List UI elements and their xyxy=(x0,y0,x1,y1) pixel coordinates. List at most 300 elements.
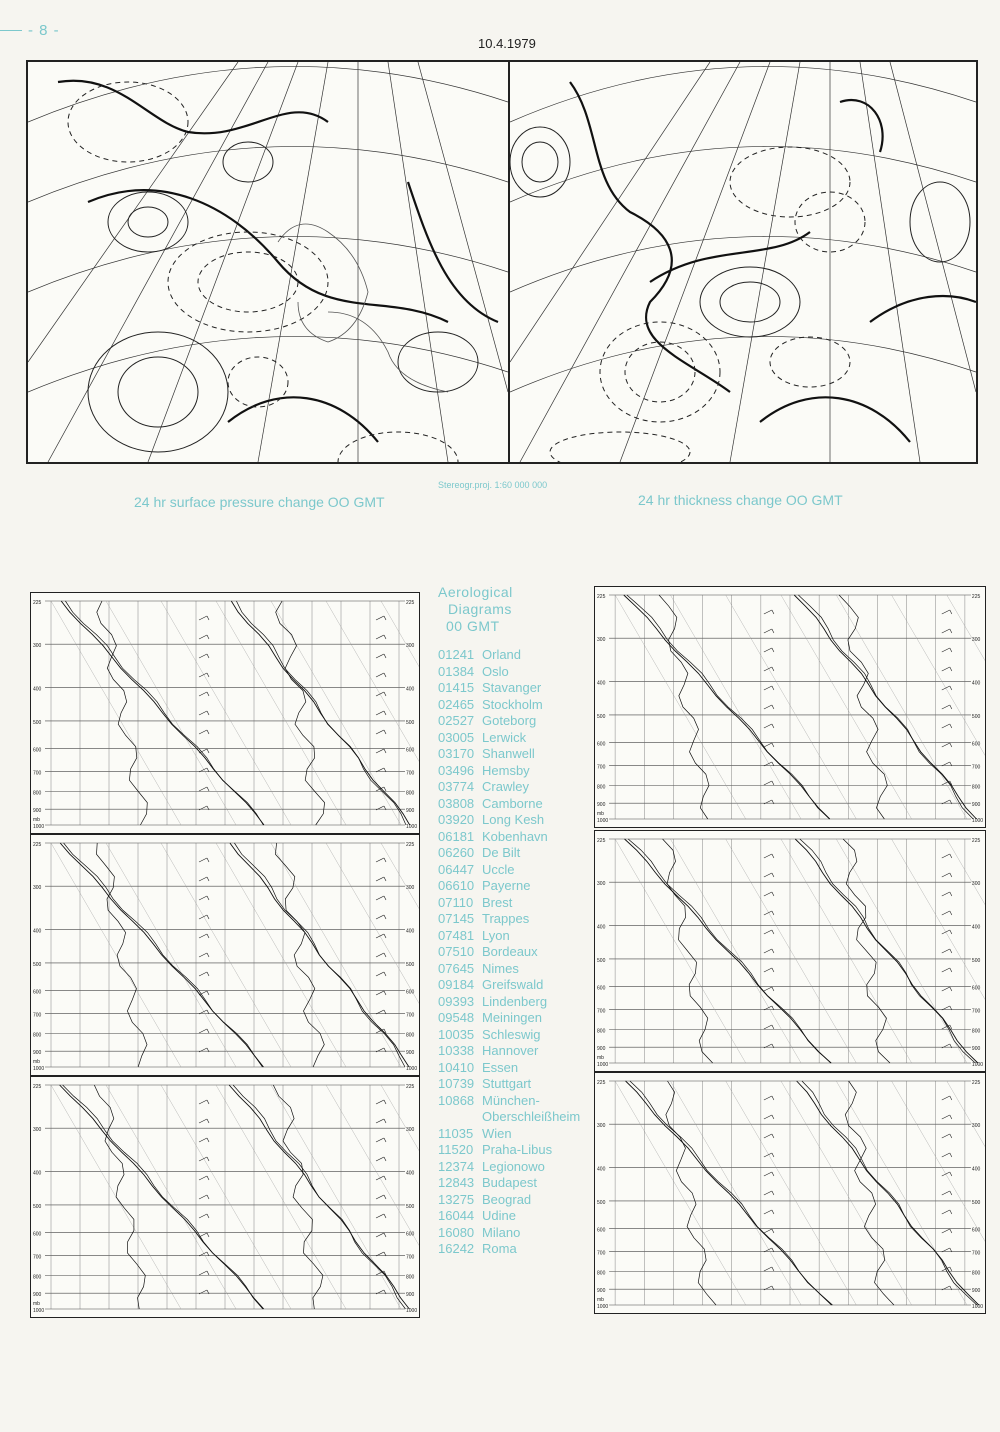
pressure-label: 300 xyxy=(971,881,981,888)
station-code: 10739 xyxy=(438,1076,475,1091)
station-name: Trappes xyxy=(482,911,530,926)
station-code: 11035 xyxy=(438,1125,474,1141)
wind-barb xyxy=(199,654,207,658)
wind-barb xyxy=(772,854,774,858)
pressure-label: 900 xyxy=(406,1050,415,1057)
aerological-diagram-left-2 xyxy=(30,834,420,1076)
wind-barb xyxy=(199,1176,207,1180)
wind-barb xyxy=(207,1214,209,1218)
wind-barb xyxy=(942,667,950,671)
wind-barb xyxy=(376,692,384,696)
station-name: Nimes xyxy=(482,960,519,976)
wind-barb xyxy=(942,724,950,728)
pressure-label: 900 xyxy=(33,1050,42,1057)
pressure-label: 600 xyxy=(33,1231,42,1238)
station-name: Beograd xyxy=(482,1191,532,1207)
station-entry xyxy=(438,680,588,697)
wind-barb xyxy=(207,953,209,957)
wind-barb xyxy=(764,1172,772,1176)
station-entry xyxy=(438,1060,588,1077)
station-code: 07645 xyxy=(438,960,475,976)
mb-label: mb xyxy=(597,1055,604,1061)
wind-barb xyxy=(942,930,950,934)
wind-barb xyxy=(199,953,207,957)
pressure-label: 225 xyxy=(33,600,42,606)
station-code: 09393 xyxy=(438,993,475,1009)
station-name: Legionowo xyxy=(482,1158,545,1174)
wind-barb xyxy=(384,1119,386,1123)
wind-barb xyxy=(764,873,772,877)
wind-barb xyxy=(772,1191,774,1195)
station-name: Camborne xyxy=(482,795,543,811)
wind-barb xyxy=(764,1191,772,1195)
wind-barb xyxy=(384,635,386,639)
wind-barb xyxy=(207,730,209,734)
wind-barb xyxy=(376,1157,384,1161)
wind-barb xyxy=(764,1229,772,1233)
station-entry xyxy=(438,779,588,796)
pressure-label: 800 xyxy=(33,1274,42,1281)
station-entry xyxy=(438,977,588,994)
pressure-label: 700 xyxy=(971,1250,981,1257)
wind-barb xyxy=(950,1172,952,1176)
pressure-label: 900 xyxy=(406,808,415,815)
wind-barb xyxy=(207,1100,209,1104)
wind-barb xyxy=(772,1172,774,1176)
station-entry xyxy=(438,911,588,928)
station-name: Bordeaux xyxy=(482,944,538,959)
wind-barb xyxy=(376,896,384,900)
aerological-diagram-left-1 xyxy=(30,592,420,834)
wind-barb xyxy=(384,1157,386,1161)
pressure-label: 500 xyxy=(971,957,981,964)
wind-barb xyxy=(772,1096,774,1100)
station-entry xyxy=(438,829,588,846)
wind-barb xyxy=(376,730,384,734)
wind-barb xyxy=(384,1176,386,1180)
wind-barb xyxy=(772,968,774,972)
wind-barb xyxy=(764,743,772,747)
pressure-label: 400 xyxy=(971,680,981,687)
wind-barb xyxy=(384,749,386,753)
station-code: 10338 xyxy=(438,1043,475,1058)
wind-barb xyxy=(950,667,952,671)
pressure-label: 700 xyxy=(597,1250,606,1257)
wind-barb xyxy=(384,896,386,900)
wind-barb xyxy=(772,1229,774,1233)
station-entry xyxy=(438,796,588,813)
wind-barb xyxy=(950,743,952,747)
pressure-label: 800 xyxy=(33,790,42,797)
wind-barb xyxy=(384,934,386,938)
wind-barb xyxy=(207,692,209,696)
station-code: 02527 xyxy=(438,713,475,728)
wind-barb xyxy=(207,1195,209,1199)
pressure-label: 500 xyxy=(597,957,606,964)
station-code: 07481 xyxy=(438,927,475,943)
pressure-label: 800 xyxy=(33,1032,42,1039)
station-entry xyxy=(438,1027,588,1044)
wind-barb xyxy=(207,1119,209,1123)
mb-label: mb xyxy=(33,1301,40,1307)
pressure-label: 225 xyxy=(33,842,42,848)
station-code: 06610 xyxy=(438,878,475,893)
station-entry xyxy=(438,1142,588,1159)
pressure-label: 700 xyxy=(406,1012,415,1019)
wind-barb xyxy=(942,1229,950,1233)
station-name: Long Kesh xyxy=(482,812,545,827)
station-name: Schleswig xyxy=(482,1026,541,1042)
wind-barb xyxy=(199,692,207,696)
station-name: Milano xyxy=(482,1224,521,1240)
wind-barb xyxy=(942,1115,950,1119)
wind-barb xyxy=(207,711,209,715)
pressure-label: 400 xyxy=(597,680,606,687)
pressure-label: 300 xyxy=(33,885,42,892)
wind-barb xyxy=(199,1271,207,1275)
station-entry xyxy=(438,895,588,912)
page-number: - 8 - xyxy=(28,22,60,39)
station-entry xyxy=(438,1192,588,1209)
wind-barb xyxy=(764,949,772,953)
pressure-label: 800 xyxy=(597,784,606,791)
pressure-label: 600 xyxy=(597,985,606,992)
aerological-diagram-right-2 xyxy=(594,830,986,1072)
station-name: Udine xyxy=(482,1208,516,1223)
wind-barb xyxy=(199,1214,207,1218)
wind-barb xyxy=(199,730,207,734)
pressure-label: 400 xyxy=(597,1166,606,1173)
mb-label: mb xyxy=(597,1297,604,1303)
station-name: Wien xyxy=(482,1125,512,1141)
pressure-label: 225 xyxy=(406,600,415,606)
wind-barb xyxy=(950,724,952,728)
pressure-label: 225 xyxy=(406,842,415,848)
pressure-label: 300 xyxy=(971,1123,981,1130)
projection-note: Stereogr.proj. 1:60 000 000 xyxy=(438,480,548,490)
wind-barb xyxy=(199,896,207,900)
station-name: Meiningen xyxy=(482,1010,542,1025)
wind-barb xyxy=(207,858,209,862)
pressure-label: 600 xyxy=(406,989,415,996)
station-name: Crawley xyxy=(482,779,529,794)
wind-barb xyxy=(950,1210,952,1214)
wind-barb xyxy=(772,1025,774,1029)
pressure-label: 1000 xyxy=(406,824,418,830)
wind-barb xyxy=(942,1134,950,1138)
wind-barb xyxy=(950,1229,952,1233)
pressure-label: 600 xyxy=(597,1227,606,1234)
wind-barb xyxy=(376,858,384,862)
wind-barb xyxy=(764,930,772,934)
wind-barb xyxy=(384,1100,386,1104)
wind-barb xyxy=(772,1210,774,1214)
station-entry xyxy=(438,1225,588,1242)
pressure-label: 400 xyxy=(971,924,981,931)
diagram-svg xyxy=(595,1073,985,1313)
station-code: 06260 xyxy=(438,845,475,860)
pressure-label: 500 xyxy=(33,1203,42,1210)
pressure-label: 500 xyxy=(33,961,42,968)
wind-barb xyxy=(942,743,950,747)
station-entry xyxy=(438,944,588,961)
wind-barb xyxy=(942,949,950,953)
wind-barb xyxy=(384,711,386,715)
wind-barb xyxy=(950,1153,952,1157)
station-entry xyxy=(438,647,588,664)
pressure-label: 1000 xyxy=(33,1308,45,1314)
wind-barb xyxy=(942,1153,950,1157)
wind-barb xyxy=(772,987,774,991)
pressure-label: 1000 xyxy=(597,1304,609,1310)
wind-barb xyxy=(207,972,209,976)
wind-barb xyxy=(772,629,774,633)
station-entry xyxy=(438,961,588,978)
pressure-label: 400 xyxy=(33,686,42,693)
station-code: 03774 xyxy=(438,779,475,794)
wind-barb xyxy=(384,953,386,957)
pressure-label: 900 xyxy=(597,1288,606,1295)
station-entry xyxy=(438,812,588,829)
station-entry xyxy=(438,746,588,763)
wind-barb xyxy=(764,648,772,652)
wind-barb xyxy=(376,1233,384,1237)
station-code: 07510 xyxy=(438,944,475,959)
pressure-label: 600 xyxy=(971,985,981,992)
pressure-label: 1000 xyxy=(33,1066,45,1072)
page-date: 10.4.1979 xyxy=(478,36,536,51)
station-code: 16242 xyxy=(438,1241,475,1256)
wind-barb xyxy=(764,987,772,991)
station-name: Praha-Libus xyxy=(482,1142,553,1157)
pressure-label: 1000 xyxy=(33,824,45,830)
station-entry xyxy=(438,713,588,730)
pressure-label: 600 xyxy=(406,1231,415,1238)
wind-barb xyxy=(772,724,774,728)
wind-barb xyxy=(384,1195,386,1199)
pressure-label: 800 xyxy=(406,1032,415,1039)
pressure-label: 800 xyxy=(971,1270,981,1277)
wind-barb xyxy=(207,749,209,753)
aerological-legend xyxy=(438,584,588,1258)
wind-barb xyxy=(199,1138,207,1142)
pressure-label: 700 xyxy=(33,1254,42,1261)
station-name: Brest xyxy=(482,894,513,910)
station-code: 11520 xyxy=(438,1142,474,1157)
station-code: 03920 xyxy=(438,812,475,827)
wind-barb xyxy=(950,648,952,652)
station-code: 03496 xyxy=(438,762,475,778)
wind-barb xyxy=(942,610,950,614)
wind-barb xyxy=(942,968,950,972)
aerological-diagram-left-3 xyxy=(30,1076,420,1318)
station-entry xyxy=(438,928,588,945)
wind-barb xyxy=(207,877,209,881)
station-name: Lindenberg xyxy=(482,993,548,1009)
wind-barb xyxy=(384,991,386,995)
wind-barb xyxy=(772,1267,774,1271)
pressure-label: 900 xyxy=(406,1292,415,1299)
aerological-diagram-right-3 xyxy=(594,1072,986,1314)
wind-barb xyxy=(942,892,950,896)
pressure-label: 800 xyxy=(597,1270,606,1277)
wind-barb xyxy=(376,953,384,957)
wind-barb xyxy=(384,787,386,791)
wind-barb xyxy=(376,915,384,919)
pressure-label: 225 xyxy=(597,594,606,600)
pressure-label: 900 xyxy=(33,1292,42,1299)
pressure-label: 700 xyxy=(597,764,606,771)
pressure-label: 900 xyxy=(33,808,42,815)
wind-barb xyxy=(942,1210,950,1214)
wind-barb xyxy=(942,911,950,915)
wind-barb xyxy=(207,991,209,995)
pressure-label: 300 xyxy=(597,881,606,888)
wind-barb xyxy=(764,686,772,690)
wind-barb xyxy=(950,892,952,896)
pressure-label: 700 xyxy=(597,1008,606,1015)
wind-barb xyxy=(376,635,384,639)
wind-barb xyxy=(376,1138,384,1142)
map-right-svg xyxy=(510,62,976,462)
wind-barb xyxy=(207,1233,209,1237)
wind-barb xyxy=(772,667,774,671)
wind-barb xyxy=(376,616,384,620)
pressure-label: 900 xyxy=(597,1046,606,1053)
pressure-label: 800 xyxy=(597,1028,606,1035)
diagram-svg xyxy=(31,835,419,1075)
pressure-label: 500 xyxy=(406,1203,415,1210)
pressure-label: 700 xyxy=(33,770,42,777)
pressure-label: 800 xyxy=(406,1274,415,1281)
station-name: Orland xyxy=(482,647,522,662)
wind-barb xyxy=(764,892,772,896)
pressure-label: 400 xyxy=(971,1166,981,1173)
station-entry xyxy=(438,878,588,895)
wind-barb xyxy=(764,610,772,614)
wind-barb xyxy=(384,673,386,677)
station-name: München- Oberschleißheim xyxy=(482,1092,581,1124)
station-entry xyxy=(438,697,588,714)
station-entry xyxy=(438,1241,588,1258)
surface-pressure-change-map xyxy=(26,60,510,464)
station-entry xyxy=(438,1076,588,1093)
wind-barb xyxy=(950,987,952,991)
wind-barb xyxy=(207,1176,209,1180)
page-rule xyxy=(0,30,22,31)
wind-barb xyxy=(376,1195,384,1199)
wind-barb xyxy=(384,654,386,658)
wind-barb xyxy=(942,873,950,877)
wind-barb xyxy=(764,1267,772,1271)
wind-barb xyxy=(199,711,207,715)
wind-barb xyxy=(950,1191,952,1195)
wind-barb xyxy=(942,987,950,991)
wind-barb xyxy=(764,1096,772,1100)
station-entry xyxy=(438,1126,588,1143)
pressure-label: 1000 xyxy=(971,1304,984,1310)
station-code: 02465 xyxy=(438,696,475,712)
wind-barb xyxy=(199,934,207,938)
station-entry xyxy=(438,1093,588,1126)
wind-barb xyxy=(772,930,774,934)
pressure-label: 225 xyxy=(597,838,606,844)
station-name: Essen xyxy=(482,1059,519,1075)
wind-barb xyxy=(199,1100,207,1104)
wind-barb xyxy=(207,787,209,791)
wind-barb xyxy=(199,635,207,639)
wind-barb xyxy=(199,787,207,791)
wind-barb xyxy=(376,749,384,753)
wind-barb xyxy=(772,911,774,915)
wind-barb xyxy=(207,1157,209,1161)
station-code: 12843 xyxy=(438,1175,475,1190)
pressure-label: 400 xyxy=(406,928,415,935)
pressure-label: 300 xyxy=(406,643,415,650)
wind-barb xyxy=(376,877,384,881)
wind-barb xyxy=(942,1191,950,1195)
wind-barb xyxy=(764,724,772,728)
station-name: Lyon xyxy=(482,927,510,943)
wind-barb xyxy=(764,629,772,633)
pressure-label: 300 xyxy=(971,637,981,644)
pressure-label: 225 xyxy=(971,838,981,844)
station-code: 03808 xyxy=(438,795,475,811)
station-code: 07145 xyxy=(438,911,475,926)
diagram-svg xyxy=(31,593,419,833)
pressure-label: 225 xyxy=(406,1084,415,1090)
wind-barb xyxy=(207,616,209,620)
wind-barb xyxy=(376,673,384,677)
station-name: Stavanger xyxy=(482,680,542,695)
pressure-label: 700 xyxy=(971,1008,981,1015)
wind-barb xyxy=(764,854,772,858)
wind-barb xyxy=(376,972,384,976)
pressure-label: 1000 xyxy=(597,818,609,824)
pressure-label: 600 xyxy=(33,747,42,754)
station-name: Goteborg xyxy=(482,713,537,728)
wind-barb xyxy=(772,610,774,614)
wind-barb xyxy=(950,968,952,972)
pressure-label: 300 xyxy=(406,885,415,892)
mb-label: mb xyxy=(33,817,40,823)
wind-barb xyxy=(207,635,209,639)
pressure-label: 600 xyxy=(597,741,606,748)
wind-barb xyxy=(772,781,774,785)
station-code: 06181 xyxy=(438,828,475,844)
pressure-label: 300 xyxy=(33,1127,42,1134)
pressure-label: 900 xyxy=(971,802,981,809)
wind-barb xyxy=(942,1172,950,1176)
pressure-label: 1000 xyxy=(406,1066,418,1072)
pressure-label: 600 xyxy=(33,989,42,996)
wind-barb xyxy=(950,610,952,614)
pressure-label: 400 xyxy=(33,928,42,935)
wind-barb xyxy=(207,673,209,677)
wind-barb xyxy=(199,877,207,881)
legend-title xyxy=(438,584,588,635)
pressure-label: 500 xyxy=(597,1199,606,1206)
wind-barb xyxy=(207,1138,209,1142)
mb-label: mb xyxy=(33,1059,40,1065)
wind-barb xyxy=(764,1210,772,1214)
pressure-label: 225 xyxy=(971,1080,981,1086)
station-code: 01415 xyxy=(438,680,475,695)
wind-barb xyxy=(384,858,386,862)
wind-barb xyxy=(376,711,384,715)
station-name: Payerne xyxy=(482,878,531,893)
station-code: 16044 xyxy=(438,1208,475,1223)
